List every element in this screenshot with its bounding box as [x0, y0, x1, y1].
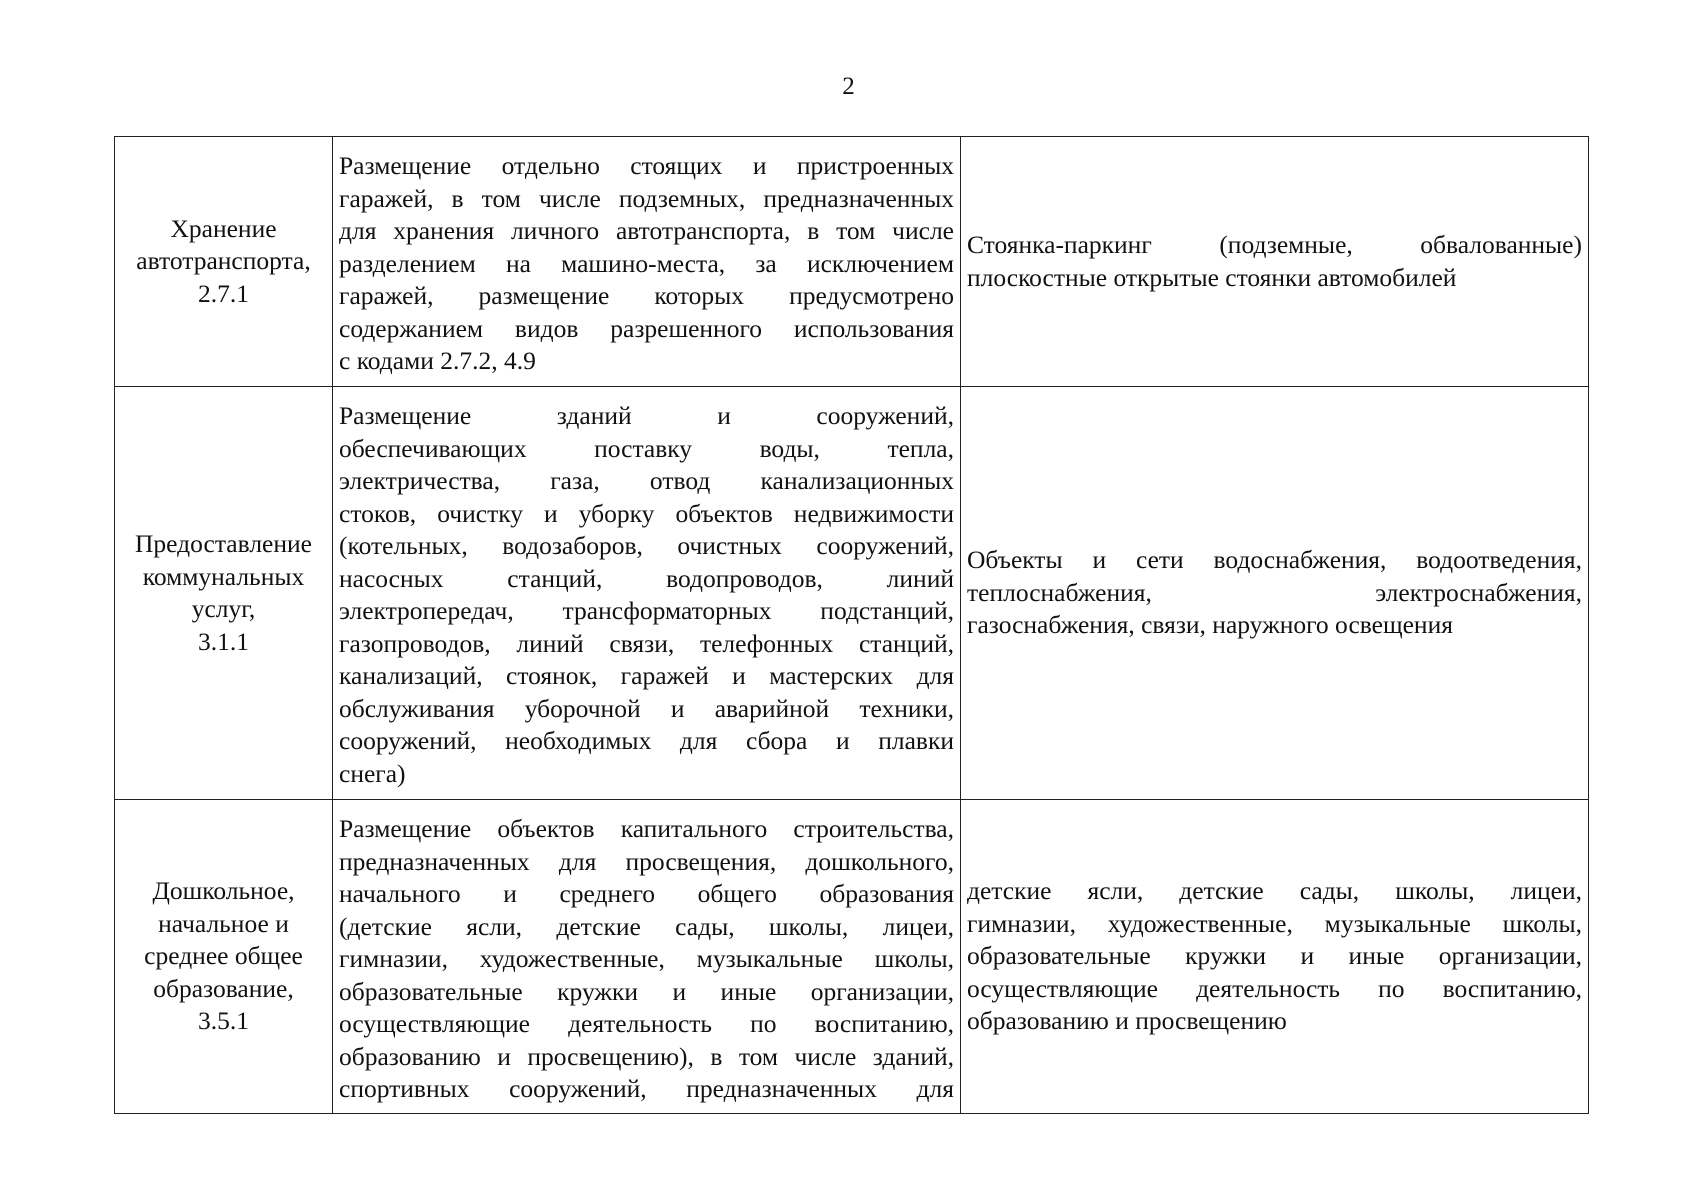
- description-line: газопроводов, линий связи, телефонных станций,: [339, 628, 954, 658]
- objects-line: детские ясли, детские сады, школы, лицеи,: [967, 876, 1582, 906]
- description-line: Размещение отдельно стоящих и пристроенных: [339, 151, 954, 180]
- objects-line: плоскостные открытые стоянки автомобилей: [967, 262, 1457, 292]
- permitted-objects-cell: [961, 800, 1589, 1114]
- description-line: образованию и просвещению), в том числе зданий,: [339, 1041, 954, 1071]
- land-use-name-cell: [115, 137, 333, 387]
- objects-line: газоснабжения, связи, наружного освещения: [967, 610, 1453, 640]
- land-use-code: 3.1.1: [198, 626, 249, 656]
- description-line: электричества, газа, отвод канализационных: [339, 466, 954, 495]
- description-line: содержанием видов разрешенного использования: [339, 313, 954, 343]
- objects-line: образованию и просвещению: [967, 1006, 1287, 1036]
- description-line: насосных станций, водопроводов, линий: [339, 563, 954, 593]
- description-line: Размещение зданий и сооружений,: [339, 401, 954, 430]
- land-use-code: 3.5.1: [198, 1006, 249, 1036]
- objects-line: образовательные кружки и иные организации,: [967, 941, 1582, 971]
- land-use-name-cell: [115, 800, 333, 1114]
- land-use-description-cell: [333, 800, 961, 1114]
- description-line: электропередач, трансформаторных подстанций,: [339, 596, 954, 625]
- objects-line: гимназии, художественные, музыкальные школы,: [967, 908, 1582, 938]
- land-use-name-line: Дошкольное,: [152, 876, 295, 906]
- land-use-name-line: услуг,: [191, 594, 256, 623]
- objects-line: осуществляющие деятельность по воспитанию,: [967, 973, 1582, 1003]
- description-line: стоков, очистку и уборку объектов недвижимости: [339, 498, 954, 528]
- table-row: [115, 137, 1589, 387]
- permitted-objects-cell: [961, 137, 1589, 387]
- description-line: канализаций, стоянок, гаражей и мастерских для: [339, 661, 954, 690]
- page-number: 2: [842, 73, 855, 100]
- description-line: с кодами 2.7.2, 4.9: [339, 346, 536, 375]
- description-line: разделением на машино-места, за исключением: [339, 248, 954, 278]
- description-line: предназначенных для просвещения, дошкольного,: [339, 846, 954, 876]
- description-line: образовательные кружки и иные организации,: [339, 976, 954, 1006]
- description-line: обеспечивающих поставку воды, тепла,: [339, 433, 954, 463]
- table-row: [115, 387, 1589, 800]
- description-line: гимназии, художественные, музыкальные школы,: [339, 944, 954, 973]
- description-line: для хранения личного автотранспорта, в том числе: [339, 216, 954, 245]
- description-line: начального и среднего общего образования: [339, 879, 954, 908]
- land-use-name-line: Предоставление: [135, 529, 312, 558]
- description-line: осуществляющие деятельность по воспитанию,: [339, 1009, 954, 1038]
- objects-line: теплоснабжения, электроснабжения,: [967, 577, 1582, 607]
- description-line: гаражей, в том числе подземных, предназначенных: [339, 183, 954, 213]
- land-use-name-cell: [115, 387, 333, 800]
- description-line: снега): [339, 758, 406, 788]
- land-use-name-line: среднее общее: [144, 941, 303, 971]
- description-line: (детские ясли, детские сады, школы, лицеи,: [339, 911, 954, 941]
- land-use-table: [114, 136, 1589, 1114]
- land-use-code: 2.7.1: [198, 278, 249, 308]
- description-line: спортивных сооружений, предназначенных для: [339, 1074, 954, 1103]
- description-line: Размещение объектов капитального строительства,: [339, 814, 954, 843]
- description-line: гаражей, размещение которых предусмотрено: [339, 281, 954, 310]
- objects-line: Стоянка-паркинг (подземные, обвалованные): [967, 230, 1582, 259]
- land-use-name-line: Хранение: [170, 213, 277, 243]
- land-use-name-line: образование,: [153, 973, 294, 1003]
- land-use-name-line: коммунальных: [142, 561, 305, 591]
- description-line: (котельных, водозаборов, очистных сооружений,: [339, 531, 954, 560]
- description-line: обслуживания уборочной и аварийной техники,: [339, 693, 954, 723]
- land-use-name-line: начальное и: [158, 908, 289, 938]
- table-row: [115, 800, 1589, 1114]
- description-line: сооружений, необходимых для сбора и плавки: [339, 726, 954, 755]
- permitted-objects-cell: [961, 387, 1589, 800]
- land-use-description-cell: [333, 387, 961, 800]
- land-use-name-line: автотранспорта,: [136, 246, 311, 276]
- objects-line: Объекты и сети водоснабжения, водоотведения,: [967, 545, 1582, 575]
- land-use-description-cell: [333, 137, 961, 387]
